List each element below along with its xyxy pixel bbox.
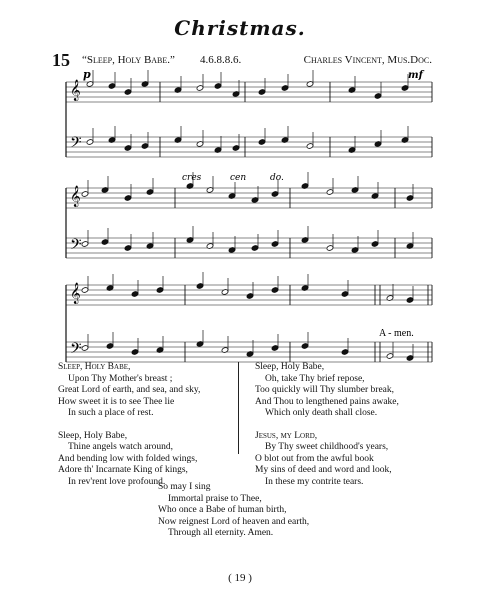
hymn-tune-name: “Sleep, Holy Babe.” (82, 54, 175, 66)
hymn-composer: Charles Vincent, Mus.Doc. (303, 54, 432, 66)
verse-line: In these my contrite tears. (265, 476, 364, 487)
verse-line: Immortal praise to Thee, (168, 493, 262, 504)
verse-5 (158, 482, 408, 540)
svg-text:𝄞: 𝄞 (70, 186, 81, 207)
column-divider (238, 362, 239, 454)
svg-text:𝄞: 𝄞 (70, 80, 81, 101)
verse-line: Through all eternity. Amen. (168, 528, 274, 538)
verse-line: Sleep, Holy Babe, (255, 362, 325, 372)
verse-line: So may I sing (158, 482, 211, 492)
verse-line: Which only death shall close. (265, 408, 378, 418)
verse-2 (58, 431, 236, 489)
cresc-part-3: do. (270, 173, 284, 183)
svg-text:𝄢: 𝄢 (70, 134, 82, 155)
verse-line: Too quickly will Thy slumber break, (255, 385, 394, 395)
notes (70, 70, 414, 361)
svg-text:𝄢: 𝄢 (70, 340, 82, 361)
verse-line: Thine angels watch around, (68, 442, 173, 452)
verse-line: Great Lord of earth, and sea, and sky, (58, 385, 201, 395)
cresc-part-1: cres (182, 173, 202, 183)
hymn-number: 15 (52, 50, 70, 70)
staff-lines (66, 82, 432, 362)
page-number: ( 19 ) (228, 572, 252, 584)
verse-line: In rev'rent love profound. (68, 476, 166, 487)
svg-text:𝄢: 𝄢 (70, 236, 82, 257)
verse-line: Sleep, Holy Babe, (58, 362, 131, 372)
hymn-meter: 4.6.8.8.6. (200, 54, 242, 66)
svg-text:𝄞: 𝄞 (70, 283, 81, 304)
verse-line: And Thou to lengthened pains awake, (255, 396, 399, 407)
lyrics-right-column (255, 362, 455, 499)
verse-line: Upon Thy Mother's breast ; (68, 373, 173, 384)
page-title: Christmas. (174, 16, 306, 40)
verse-line: My sins of deed and word and look, (255, 465, 392, 475)
verse-line: Oh, take Thy brief repose, (265, 373, 365, 384)
verse-line: O blot out from the awful book (255, 453, 374, 464)
verse-line: Who once a Babe of human birth, (158, 505, 287, 515)
cresc-part-2: cen (230, 173, 247, 183)
dynamic-mezzo-forte: mf (408, 70, 423, 81)
dynamic-piano: p (83, 68, 91, 81)
verse-line: By Thy sweet childhood's years, (265, 442, 389, 452)
verse-line: How sweet it is to see Thee lie (58, 396, 175, 407)
verse-4 (255, 431, 455, 489)
lyrics-left-column (58, 362, 236, 499)
verse-line: Now reignest Lord of heaven and earth, (158, 516, 310, 527)
amen-text: A - men. (379, 328, 414, 339)
verse-line: Sleep, Holy Babe, (58, 430, 128, 441)
verse-line: In such a place of rest. (68, 408, 154, 418)
verse-line: Jesus, my Lord, (255, 430, 318, 441)
verse-line: Adore th' Incarnate King of kings, (58, 465, 188, 475)
verse-1 (58, 362, 236, 420)
verse-3 (255, 362, 455, 420)
verse-line: And bending low with folded wings, (58, 453, 198, 464)
